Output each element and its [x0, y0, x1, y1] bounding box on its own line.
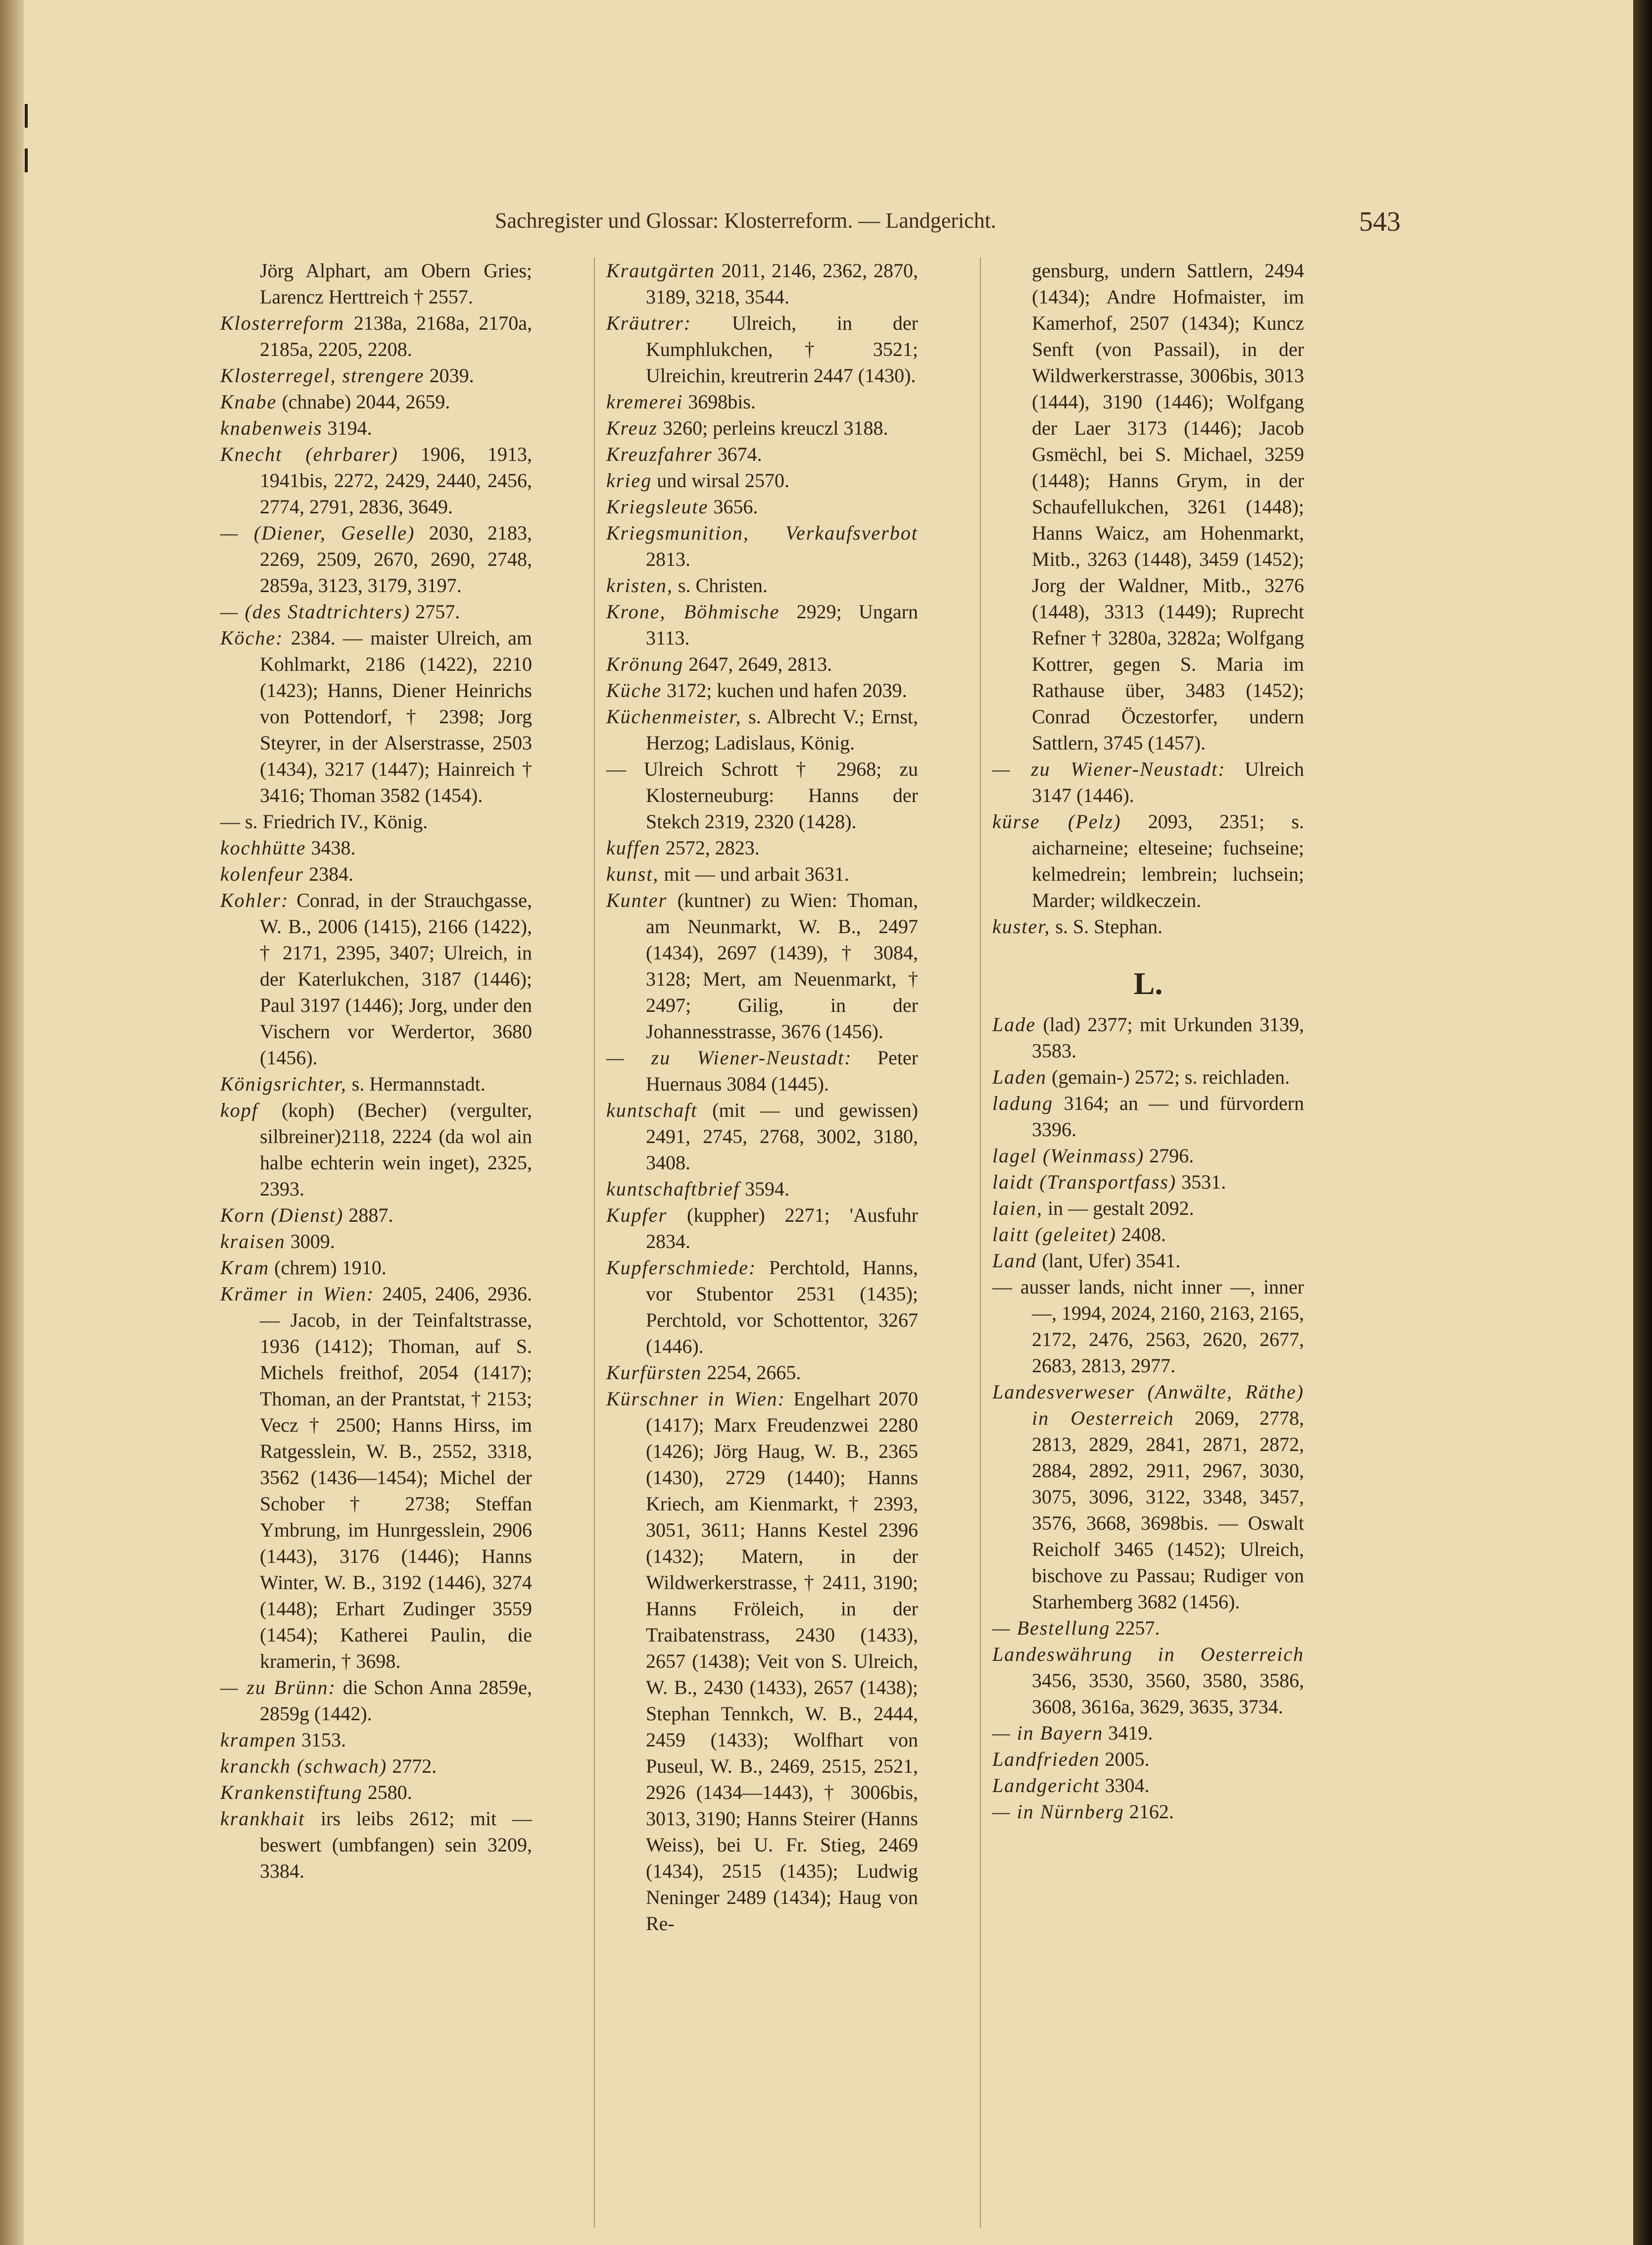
entry-headword: kunst, [606, 863, 659, 885]
index-entry [220, 1202, 532, 1228]
index-entry [606, 677, 918, 703]
entry-headword: kuntschaftbrief [606, 1178, 740, 1200]
entry-headword: Küche [606, 679, 662, 701]
entry-references: 3656. [708, 496, 758, 518]
index-entry [606, 1359, 918, 1386]
index-entry [220, 362, 532, 389]
index-entry [606, 861, 918, 887]
entry-headword: — zu Wiener-Neustadt: [606, 1047, 852, 1069]
entry-references: 2254, 2665. [702, 1361, 801, 1384]
index-entry [606, 1254, 918, 1359]
entry-headword: krankhait [220, 1807, 305, 1830]
entry-references: 2384. [304, 863, 354, 885]
index-entry [992, 1641, 1304, 1720]
entry-references: 3594. [739, 1178, 789, 1200]
entry-headword: Klosterreform [220, 312, 345, 334]
index-entry [992, 1090, 1304, 1143]
entry-references: Peter Huernaus 3084 (1445). [646, 1047, 919, 1095]
entry-references: 2138a, 2168a, 2170a, 2185a, 2205, 2208. [260, 312, 532, 360]
index-entry [606, 703, 918, 756]
index-entry [992, 1169, 1304, 1195]
entry-references: 2257. [1110, 1617, 1160, 1639]
entry-references: 3260; perleins kreuczl 3188. [658, 417, 888, 439]
entry-headword: Kram [220, 1256, 270, 1279]
entry-references: — ausser lands, nicht inner —, inner —, 1994, 2024, 2160, 2163, 2165, 2172, 2476, 2563, 2620, 2677, 2683, 2813, 2977. [992, 1276, 1304, 1377]
entry-references: 2757. [410, 600, 460, 623]
index-entry-continued [220, 257, 532, 310]
entry-references: 3009. [285, 1230, 335, 1252]
index-entry [220, 441, 532, 520]
entry-headword: — Bestellung [992, 1617, 1111, 1639]
index-entry [606, 389, 918, 415]
entry-headword: Landgericht [992, 1774, 1100, 1796]
entry-references: (kuppher) 2271; 'Ausfuhr 2834. [646, 1204, 918, 1252]
entry-references: die Schon Anna 2859e, 2859g (1442). [260, 1676, 532, 1725]
entry-headword: Kupferschmiede: [606, 1256, 757, 1279]
index-entry [992, 756, 1304, 808]
index-entry [606, 1386, 918, 1937]
entry-headword: Kriegsmunition, Verkaufsverbot [606, 522, 918, 544]
entry-headword: kremerei [606, 391, 683, 413]
entry-references: in — gestalt 2092. [1042, 1197, 1194, 1219]
page-edge [1633, 0, 1652, 2245]
index-entry [220, 1071, 532, 1097]
index-entry [220, 887, 532, 1071]
entry-headword: Küchenmeister, [606, 705, 742, 728]
index-entry [992, 1379, 1304, 1615]
entry-headword: kopf [220, 1099, 258, 1121]
index-entry [220, 1753, 532, 1779]
entry-headword: lagel (Weinmass) [992, 1145, 1145, 1167]
entry-headword: Kupfer [606, 1204, 668, 1226]
entry-references: 2069, 2778, 2813, 2829, 2841, 2871, 2872, 2884, 2892, 2911, 2967, 3030, 3075, 3096, 3122, 3348, 3457, 3576, 3668, 3698bis. — Oswalt Reicholf 3465 (1452); Ulreich, bischove zu Passau; Rudiger von Starhemberg 3682 (1456). [1032, 1407, 1304, 1613]
index-entry [220, 861, 532, 887]
entry-references: 2384. — maister Ulreich, am Kohlmarkt, 2186 (1422), 2210 (1423); Hanns, Diener Heinrichs von Pottendorf, † 2398; Jorg Steyrer, in der Alserstrasse, 2503 (1434), 3217 (1447); Hainreich † 3416; Thoman 3582 (1454). [260, 627, 532, 806]
index-entry [992, 1772, 1304, 1798]
index-entry [606, 599, 918, 651]
entry-headword: krieg [606, 469, 652, 492]
entry-references: (lad) 2377; mit Urkunden 3139, 3583. [1032, 1013, 1304, 1062]
index-entry [220, 599, 532, 625]
entry-references: Conrad, in der Strauchgasse, W. B., 2006 (1415), 2166 (1422), † 2171, 2395, 3407; Ulreich, in der Katerlukchen, 3187 (1446); Paul 3197 (1446); Jorg, under den Vischern vor Werdertor, 3680 (1456). [260, 889, 532, 1069]
entry-references: — s. Friedrich IV., König. [220, 810, 428, 833]
entry-headword: Lade [992, 1013, 1036, 1036]
entry-headword: knabenweis [220, 417, 323, 439]
column-rule [980, 257, 981, 2228]
entry-headword: Krautgärten [606, 259, 715, 282]
index-column-3 [992, 257, 1304, 1825]
entry-headword: Laden [992, 1066, 1047, 1088]
entry-references: Ulreich, in der Kumphlukchen, † 3521; Ulreichin, kreutrerin 2447 (1430). [646, 312, 918, 387]
index-entry [220, 808, 532, 835]
index-entry [220, 1805, 532, 1884]
entry-references: (lant, Ufer) 3541. [1037, 1249, 1181, 1272]
entry-headword: kristen, [606, 574, 673, 597]
entry-references: 3674. [712, 443, 762, 465]
index-entry [606, 494, 918, 520]
entry-headword: Königsrichter, [220, 1073, 347, 1095]
index-entry [992, 1011, 1304, 1064]
entry-headword: laien, [992, 1197, 1043, 1219]
index-entry [220, 1281, 532, 1674]
entry-references: 2005. [1100, 1748, 1150, 1770]
index-entry [992, 913, 1304, 940]
entry-headword: — (Diener, Geselle) [220, 522, 415, 544]
entry-headword: Kreuz [606, 417, 658, 439]
entry-references: s. S. Stephan. [1050, 915, 1163, 938]
index-entry [606, 441, 918, 467]
entry-headword: kraisen [220, 1230, 286, 1252]
entry-references: s. Hermannstadt. [346, 1073, 486, 1095]
index-column-2 [606, 257, 918, 1937]
entry-references: gensburg, undern Sattlern, 2494 (1434); Andre Hofmaister, im Kamerhof, 2507 (1434); Kuncz Senft (von Passail), in der Wildwerkerstrasse, 3006bis, 3013 (1444), 3190 (1446); Wolfgang der Laer 3173 (1446); Jacob Gsmëchl, bei S. Michael, 3259 (1448); Hanns Grym, in der Schaufellukchen, 3261 (1448); Hanns Waicz, am Hohenmarkt, Mitb., 3263 (1448), 3459 (1452); Jorg der Waldner, Mitb., 3276 (1448), 3313 (1449); Ruprecht Refner † 3280a, 3282a; Wolfgang Kottrer, gegen S. Maria im Rathause über, 3483 (1452); Conrad Öczestorfer, undern Sattlern, 3745 (1457). [1032, 259, 1304, 754]
index-entry [606, 835, 918, 861]
entry-references: 3438. [306, 837, 356, 859]
entry-references: 2796. [1144, 1145, 1194, 1167]
section-letter: L. [1133, 966, 1163, 1001]
entry-references: 3304. [1100, 1774, 1150, 1796]
index-entry [220, 835, 532, 861]
entry-references: 3419. [1103, 1722, 1153, 1744]
entry-headword: Kurfürsten [606, 1361, 702, 1384]
entry-headword: Kräutrer: [606, 312, 692, 334]
column-rule [594, 257, 595, 2228]
entry-references: (gemain-) 2572; s. reichladen. [1047, 1066, 1290, 1088]
entry-headword: krampen [220, 1729, 296, 1751]
index-entry [992, 1143, 1304, 1169]
index-entry-continued [992, 257, 1304, 756]
entry-references: Perchtold, Hanns, vor Stubentor 2531 (1435); Perchtold, vor Schottentor, 3267 (1446). [646, 1256, 918, 1357]
entry-headword: kürse (Pelz) [992, 810, 1121, 833]
entry-headword: kuster, [992, 915, 1051, 938]
entry-headword: Krämer in Wien: [220, 1283, 375, 1305]
entry-headword: ladung [992, 1092, 1054, 1114]
entry-references: s. Albrecht V.; Ernst, Herzog; Ladislaus, König. [646, 705, 918, 754]
entry-headword: Land [992, 1249, 1037, 1272]
index-entry [220, 389, 532, 415]
entry-references: 2039. [424, 364, 474, 387]
entry-references: Jörg Alphart, am Obern Gries; Larencz Herttreich † 2557. [260, 259, 532, 308]
entry-headword: Knecht (ehrbarer) [220, 443, 398, 465]
entry-references: (mit — und gewissen) 2491, 2745, 2768, 3002, 3180, 3408. [646, 1099, 918, 1174]
entry-headword: Knabe [220, 391, 277, 413]
entry-references: 3698bis. [683, 391, 756, 413]
index-entry [606, 1202, 918, 1254]
entry-references: 2772. [387, 1755, 437, 1777]
entry-headword: Kohler: [220, 889, 289, 911]
index-entry [992, 1195, 1304, 1221]
entry-references: 2405, 2406, 2936. — Jacob, in der Teinfaltstrasse, 1936 (1412); Thoman, auf S. Michels freithof, 2054 (1417); Thoman, an der Prantstat, † 2153; Vecz † 2500; Hanns Hirss, im Ratgesslein, W. B., 2552, 3318, 3562 (1436—1454); Michel der Schober † 2738; Steffan Ymbrung, im Hunrgesslein, 2906 (1443), 3176 (1446); Hanns Winter, W. B., 3192 (1446), 3274 (1448); Erhart Zudinger 3559 (1454); Katherei Paulin, die kramerin, † 3698. [260, 1283, 533, 1672]
index-entry [606, 310, 918, 389]
index-entry [992, 1064, 1304, 1090]
index-entry [606, 1045, 918, 1097]
entry-headword: — in Bayern [992, 1722, 1104, 1744]
entry-references: 3164; an — und fürvordern 3396. [1032, 1092, 1304, 1141]
entry-references: 3194. [322, 417, 372, 439]
entry-references: 2093, 2351; s. aicharneine; elteseine; fuchseine; kelmedrein; lembrein; luchsein; Marder; wildkeczein. [1032, 810, 1304, 911]
index-entry [606, 1176, 918, 1202]
index-entry [220, 1097, 532, 1202]
entry-headword: — zu Brünn: [220, 1676, 336, 1698]
index-entry [220, 310, 532, 362]
entry-headword: — zu Wiener-Neustadt: [992, 758, 1226, 780]
entry-headword: Kriegsleute [606, 496, 709, 518]
index-entry [992, 1798, 1304, 1825]
index-entry [992, 1720, 1304, 1746]
gutter-mark [25, 149, 28, 172]
entry-references: 3153. [296, 1729, 346, 1751]
entry-headword: — (des Stadtrichters) [220, 600, 411, 623]
entry-headword: Krönung [606, 653, 684, 675]
entry-headword: kuntschaft [606, 1099, 698, 1121]
entry-references: 2011, 2146, 2362, 2870, 3189, 3218, 3544. [646, 259, 918, 308]
entry-references: 2408. [1116, 1223, 1166, 1246]
entry-headword: Kreuzfahrer [606, 443, 713, 465]
entry-references: (chnabe) 2044, 2659. [277, 391, 450, 413]
entry-references: (kuntner) zu Wien: Thoman, am Neunmarkt, W. B., 2497 (1434), 2697 (1439), † 3084, 3128; Mert, am Neuenmarkt, † 2497; Gilig, in der Johannesstrasse, 3676 (1456). [646, 889, 918, 1043]
entry-references: Engelhart 2070 (1417); Marx Freudenzwei 2280 (1426); Jörg Haug, W. B., 2365 (1430), 2729 (1440); Hanns Kriech, am Kienmarkt, † 2393, 3051, 3611; Hanns Kestel 2396 (1432); Matern, in der Wildwerkerstrasse, † 2411, 3190; Hanns Fröleich, in der Traibatenstrass, 2430 (1433), 2657 (1438); Veit von S. Ulreich, W. B., 2430 (1433), 2657 (1438); Stephan Tennkch, W. B., 2444, 2459 (1433); Wolfhart von Puseul, W. B., 2469, 2515, 2521, 2926 (1434—1443), † 3006bis, 3013, 3190; Hanns Steirer (Hanns Weiss), bei U. Fr. Stieg, 2469 (1434), 2515 (1435); Ludwig Neninger 2489 (1434); Haug von Re- [646, 1388, 918, 1935]
entry-headword: laidt (Transportfass) [992, 1171, 1177, 1193]
entry-references: 2572, 2823. [660, 837, 760, 859]
index-entry [992, 1615, 1304, 1641]
index-entry [606, 520, 918, 572]
index-entry [220, 1254, 532, 1281]
entry-headword: Köche: [220, 627, 284, 649]
entry-references: 3531. [1176, 1171, 1226, 1193]
index-entry [606, 651, 918, 677]
index-entry [220, 1228, 532, 1254]
entry-references: mit — und arbait 3631. [659, 863, 849, 885]
entry-headword: Klosterregel, strengere [220, 364, 425, 387]
index-entry [220, 1727, 532, 1753]
index-entry [992, 1746, 1304, 1772]
index-entry [606, 572, 918, 599]
entry-references: Ulreich 3147 (1446). [1032, 758, 1304, 806]
entry-headword: kochhütte [220, 837, 306, 859]
entry-headword: kranckh (schwach) [220, 1755, 388, 1777]
index-entry [606, 887, 918, 1045]
entry-headword: Kürschner in Wien: [606, 1388, 785, 1410]
index-entry [606, 1097, 918, 1176]
entry-headword: Krankenstiftung [220, 1781, 363, 1803]
entry-references: 3172; kuchen und hafen 2039. [662, 679, 907, 701]
entry-references: 3456, 3530, 3560, 3580, 3586, 3608, 3616a, 3629, 3635, 3734. [1032, 1669, 1304, 1718]
index-entry [220, 415, 532, 441]
index-column-1 [220, 257, 532, 1884]
entry-headword: kolenfeur [220, 863, 304, 885]
index-entry [606, 756, 918, 835]
page-number: 543 [1359, 206, 1401, 237]
entry-references: 2580. [362, 1781, 412, 1803]
entry-headword: Krone, Böhmische [606, 600, 780, 623]
gutter-mark [25, 104, 28, 128]
index-entry [606, 415, 918, 441]
index-entry [992, 1247, 1304, 1274]
index-entry [220, 520, 532, 599]
index-entry [992, 1221, 1304, 1247]
entry-references: 2030, 2183, 2269, 2509, 2670, 2690, 2748, 2859a, 3123, 3179, 3197. [260, 522, 532, 597]
index-entry [606, 257, 918, 310]
entry-references: — Ulreich Schrott † 2968; zu Klosterneuburg: Hanns der Stekch 2319, 2320 (1428). [606, 758, 918, 833]
entry-references: s. Christen. [673, 574, 768, 597]
entry-references: (koph) (Becher) (vergulter, silbreiner)2118, 2224 (da wol ain halbe echterin wein inget), 2325, 2393. [258, 1099, 532, 1200]
entry-headword: laitt (geleitet) [992, 1223, 1117, 1246]
entry-references: 2647, 2649, 2813. [683, 653, 832, 675]
index-entry [992, 1274, 1304, 1379]
entry-headword: — in Nürnberg [992, 1800, 1124, 1823]
header-title: Sachregister und Glossar: Klosterreform. — Landgericht. [495, 208, 996, 233]
index-entry [220, 1674, 532, 1727]
entry-references: 2813. [646, 548, 690, 570]
index-entry [992, 808, 1304, 913]
entry-headword: Korn (Dienst) [220, 1204, 344, 1226]
entry-headword: Landeswährung in Oesterreich [992, 1643, 1304, 1665]
entry-references: 1906, 1913, 1941bis, 2272, 2429, 2440, 2456, 2774, 2791, 2836, 3649. [260, 443, 532, 518]
entry-references: 2929; Ungarn 3113. [646, 600, 918, 649]
index-entry [606, 467, 918, 494]
entry-headword: Landfrieden [992, 1748, 1100, 1770]
entry-references: 2887. [343, 1204, 393, 1226]
entry-references: und wirsal 2570. [652, 469, 789, 492]
entry-headword: Landesverweser (Anwälte, Räthe) in Oesterreich [992, 1381, 1304, 1429]
entry-references: irs leibs 2612; mit — beswert (umbfangen) sein 3209, 3384. [260, 1807, 532, 1882]
index-entry [220, 1779, 532, 1805]
entry-references: 2162. [1124, 1800, 1174, 1823]
entry-headword: Kunter [606, 889, 668, 911]
entry-references: (chrem) 1910. [269, 1256, 387, 1279]
index-entry [220, 625, 532, 808]
entry-headword: kuffen [606, 837, 661, 859]
binding-gutter [0, 0, 24, 2245]
